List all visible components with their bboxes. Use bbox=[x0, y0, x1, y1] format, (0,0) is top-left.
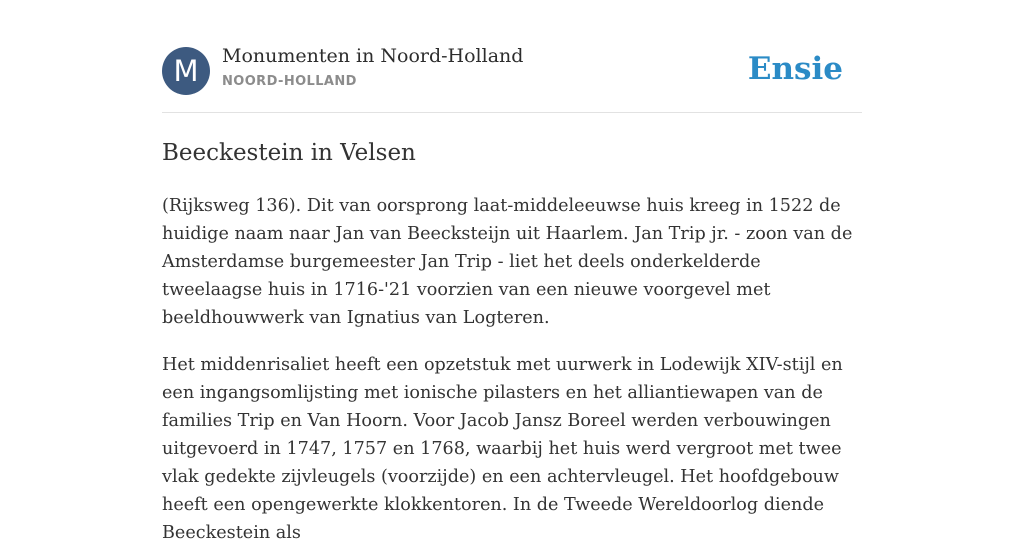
ensie-logo-link[interactable]: Ensie bbox=[747, 51, 843, 87]
article-body bbox=[162, 192, 862, 547]
book-subtitle: NOORD-HOLLAND bbox=[222, 74, 357, 89]
article-paragraph: (Rijksweg 136). Dit van oorsprong laat-middeleeuwse huis kreeg in 1522 de huidige naam naar Jan van Beecksteijn uit Haarlem. Jan Trip jr. - zoon van de Amsterdamse burgemeester Jan Trip - liet het deels onderkelderde tweelaagse huis in 1716-'21 voorzien van een nieuwe voorgevel met beeldhouwwerk van Ignatius van Logteren. bbox=[162, 196, 853, 328]
book-title-link[interactable]: Monumenten in Noord-Holland bbox=[222, 45, 524, 67]
article-paragraph: Het middenrisaliet heeft een opzetstuk met uurwerk in Lodewijk XIV-stijl en een ingangsomlijsting met ionische pilasters en het alliantiewapen van de families Trip en Van Hoorn. Voor Jacob Jansz Boreel werden verbouwingen uitgevoerd in 1747, 1757 en 1768, waarbij het huis werd vergroot met twee vlak gedekte zijvleugels (voorzijde) en een achtervleugel. Het hoofdgebouw heeft een opengewerkte klokkentoren. In de Tweede Wereldoorlog diende Beeckestein als bbox=[162, 355, 843, 543]
article-title: Beeckestein in Velsen bbox=[162, 140, 416, 166]
header bbox=[162, 0, 862, 113]
book-avatar[interactable]: M bbox=[162, 47, 210, 95]
content-container bbox=[162, 0, 862, 547]
